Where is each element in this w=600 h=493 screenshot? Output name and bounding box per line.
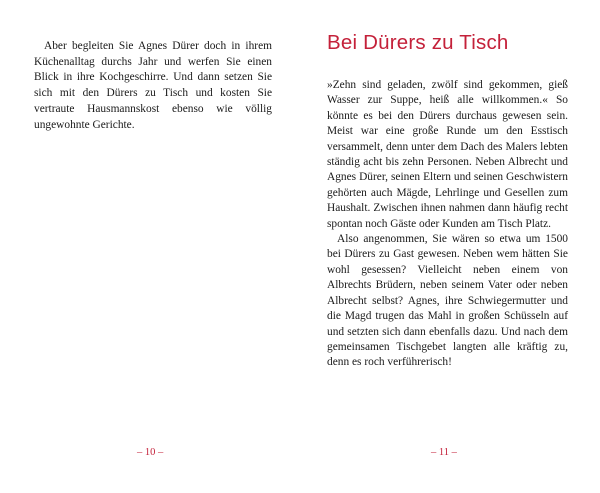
right-page [300, 0, 600, 493]
body-paragraph-1: »Zehn sind geladen, zwölf sind gekommen, gieß Wasser zur Suppe, heiß alle willkommen.« So könnte es bei den Dürers durchaus gewesen sein. Meist war eine große Runde um den Esstisch versammelt, denn unter dem Dach des Malers lebten ständig acht bis zehn Personen. Neben Albrecht und Agnes Dürer, seinen Eltern und seinen Geschwistern gehörten auch Mägde, Lehrlinge und Gesellen zum Haushalt. Zwischen ihnen nahmen dann häufig recht spontan noch Gäste oder Kunden am Tisch Platz. [327, 79, 568, 230]
page-number-left: – 10 – [137, 447, 164, 458]
chapter-body [327, 78, 568, 371]
intro-paragraph: Aber begleiten Sie Agnes Dürer doch in ihrem Küchenalltag durchs Jahr und werfen Sie einen Blick in ihre Kochgeschirre. Und dann setzen Sie sich mit den Dürers zu Tisch und kosten Sie vertraute Hausmannskost ebenso wie völlig ungewohnte Gerichte. [34, 40, 272, 131]
page-number-right: – 11 – [431, 447, 457, 458]
chapter-title: Bei Dürers zu Tisch [327, 31, 509, 54]
body-paragraph-2: Also angenommen, Sie wären so etwa um 1500 bei Dürers zu Gast gewesen. Neben wem hätten Sie wohl gesessen? Vielleicht neben einem von Albrechts Brüdern, neben seinem Vater oder neben Albrecht selbst? Agnes, ihre Schwiegermutter und die Magd trugen das Mahl in großen Schüsseln auf und setzten sich dann ebenfalls dazu. Und nach dem gemeinsamen Tischgebet langten alle kräftig zu, denn es roch verführerisch! [327, 233, 568, 369]
